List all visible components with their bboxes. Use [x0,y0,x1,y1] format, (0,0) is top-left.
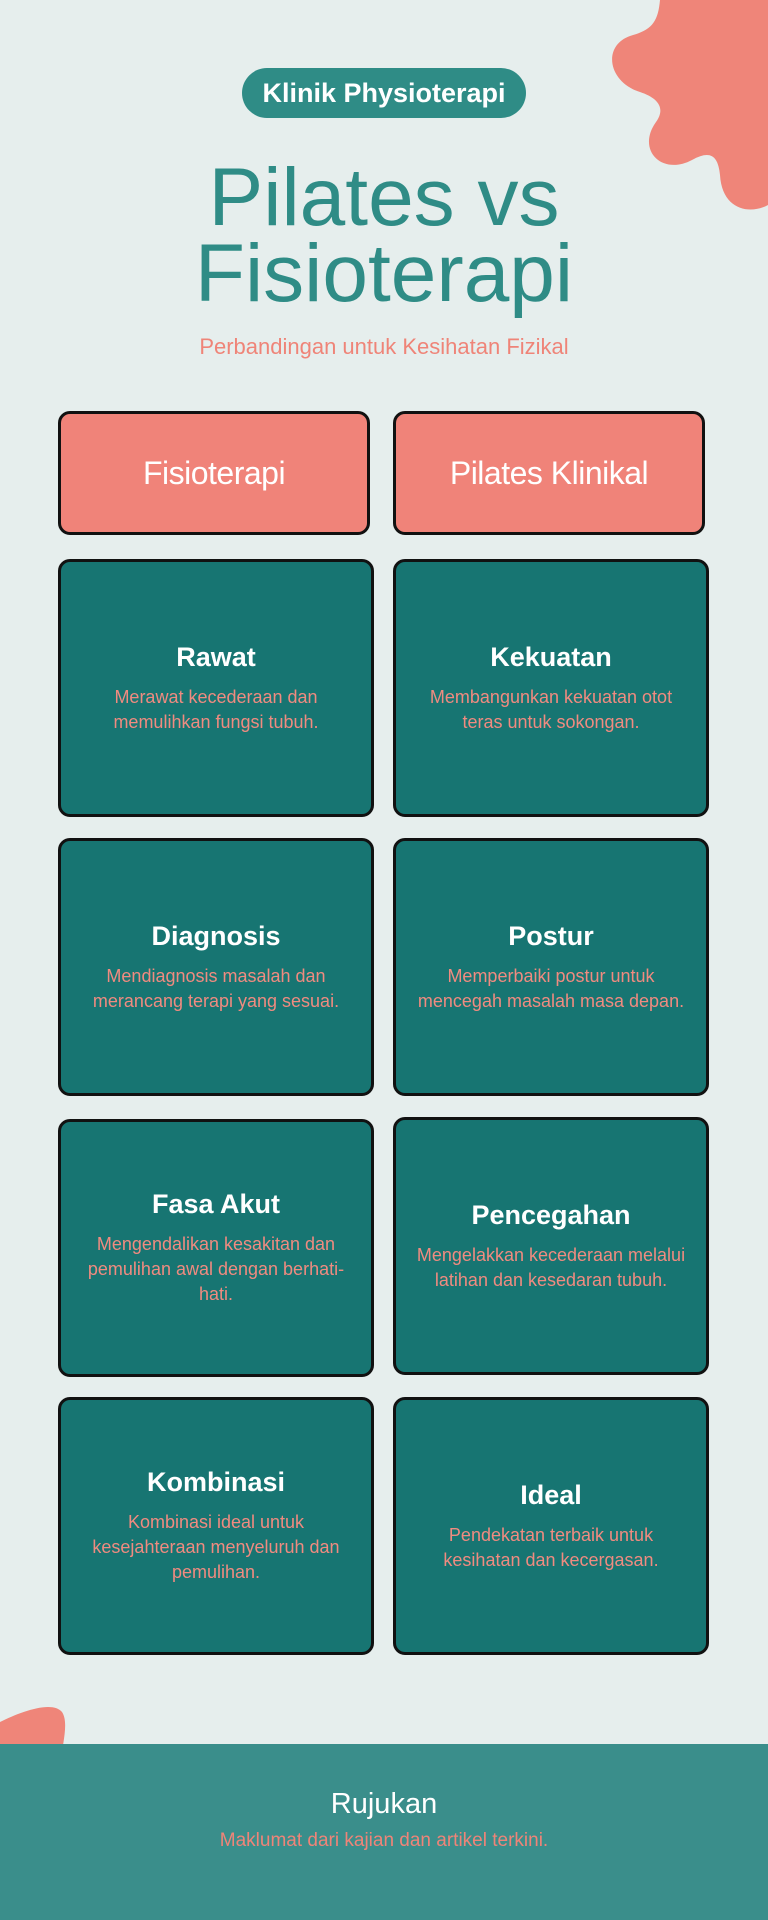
page-title-line-1: Pilates vs [208,152,560,243]
card-title: Ideal [520,1479,582,1510]
column-header-pilates: Pilates Klinikal [393,411,705,535]
card-description: Mengelakkan kecederaan melalui latihan dan kesedaran tubuh. [416,1244,686,1290]
card-title: Fasa Akut [151,1189,281,1219]
footer-subtitle: Maklumat dari kajian dan artikel terkini. [219,1830,549,1851]
card-description: Pendekatan terbaik untuk kesihatan dan kecergasan. [443,1524,659,1570]
card-title: Kekuatan [490,641,612,672]
footer-title: Rujukan [330,1788,438,1820]
card-title: Diagnosis [151,920,281,951]
card-pencegahan [393,1117,709,1375]
card-fasa-akut [58,1119,374,1377]
card-description: Memperbaiki postur untuk mencegah masalah masa depan. [417,965,685,1011]
card-diagnosis [58,838,374,1096]
card-rawat [58,559,374,817]
card-kombinasi [58,1397,374,1655]
clinic-badge: Klinik Physioterapi [242,68,526,118]
card-description: Mengendalikan kesakitan dan pemulihan awal dengan berhati-hati. [87,1234,345,1304]
card-kekuatan [393,559,709,817]
card-description: Mendiagnosis masalah dan merancang terapi yang sesuai. [92,965,340,1011]
card-postur [393,838,709,1096]
card-title: Pencegahan [471,1199,631,1230]
card-description: Membangunkan kekuatan otot teras untuk sokongan. [429,686,673,732]
page-subtitle: Perbandingan untuk Kesihatan Fizikal [199,334,569,359]
page-title [0,152,768,319]
card-description: Kombinasi ideal untuk kesejahteraan menyeluruh dan pemulihan. [92,1512,340,1582]
card-title: Kombinasi [146,1467,286,1497]
card-description: Merawat kecederaan dan memulihkan fungsi tubuh. [113,686,319,732]
column-header-fisioterapi: Fisioterapi [58,411,370,535]
card-title: Postur [508,920,594,951]
card-title: Rawat [176,641,256,672]
page-title-line-2: Fisioterapi [194,228,574,319]
card-ideal [393,1397,709,1655]
